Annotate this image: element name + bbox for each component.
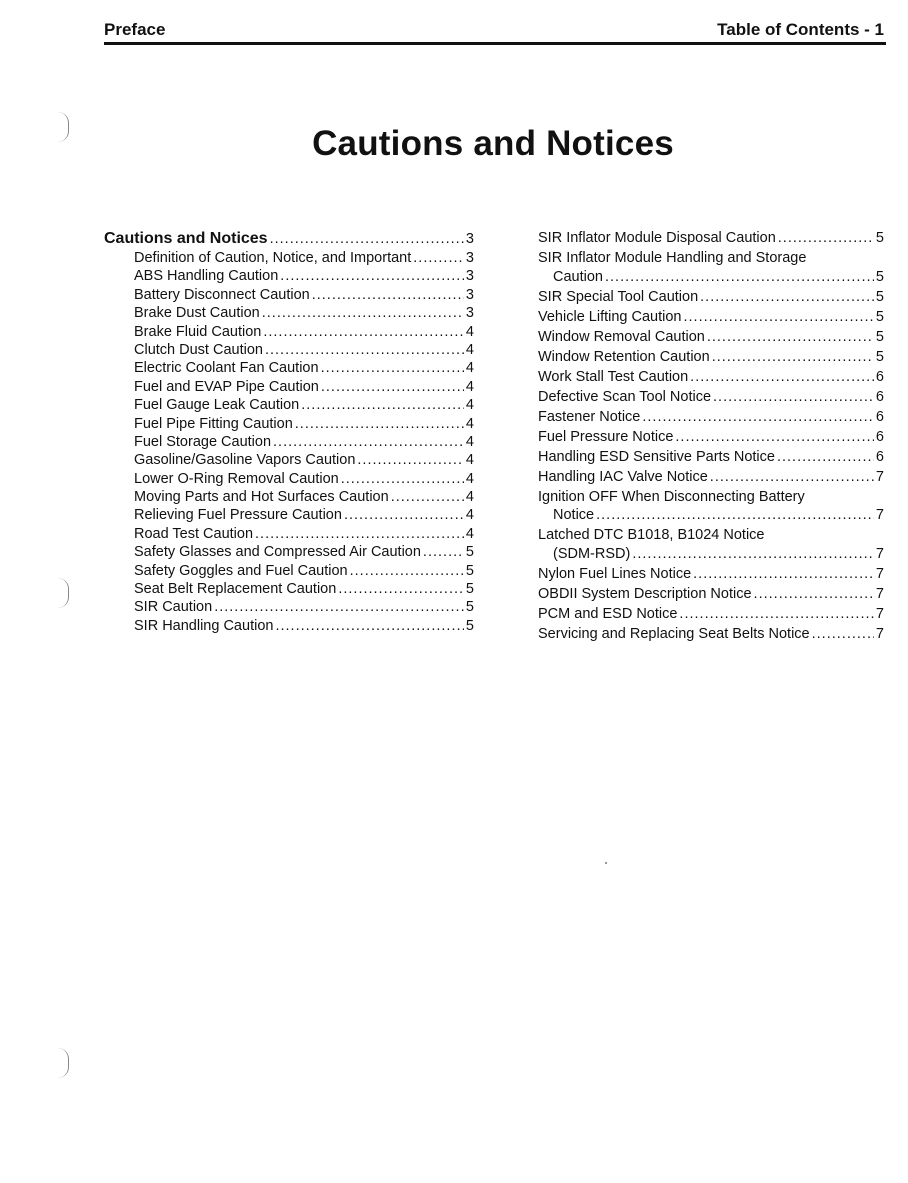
toc-page-number: 7 <box>875 585 884 602</box>
dot-leader <box>712 348 874 367</box>
toc-entry[interactable] <box>104 506 474 524</box>
toc-entry[interactable] <box>538 229 884 248</box>
toc-entry-title: SIR Inflator Module Disposal Caution <box>538 230 776 246</box>
toc-page-number: 5 <box>465 562 474 579</box>
toc-right-column <box>538 229 884 645</box>
dot-leader <box>710 468 874 487</box>
toc-entry-title: SIR Special Tool Caution <box>538 288 699 305</box>
toc-entry-title: SIR Inflator Module Handling and Storage <box>538 250 807 266</box>
dot-leader <box>265 341 464 359</box>
binder-hole-mark <box>58 578 69 608</box>
toc-entry-title: Road Test Caution <box>134 525 254 542</box>
toc-page-number: 7 <box>875 605 884 622</box>
toc-page-number: 6 <box>875 368 884 385</box>
toc-entry[interactable] <box>538 468 884 487</box>
toc-page-number: 5 <box>875 348 884 365</box>
dot-leader <box>341 470 464 488</box>
dot-leader <box>350 562 464 580</box>
dot-leader <box>295 415 464 433</box>
toc-entry[interactable] <box>104 433 474 451</box>
toc-section-entry[interactable] <box>104 229 474 249</box>
toc-entry-title: Fuel Pressure Notice <box>538 428 674 445</box>
dot-leader <box>344 506 464 524</box>
toc-page-number: 6 <box>875 388 884 405</box>
toc-page-number: 4 <box>465 470 474 487</box>
toc-entry-title-continued: (SDM-RSD) <box>553 545 631 562</box>
toc-page-number: 5 <box>465 599 474 616</box>
toc-page-number: 4 <box>465 397 474 414</box>
toc-entry-title: Cautions and Notices <box>104 230 268 247</box>
toc-page-number: 7 <box>875 625 884 642</box>
dot-leader <box>713 388 874 407</box>
toc-page-number: 4 <box>465 433 474 450</box>
dot-leader <box>679 605 874 624</box>
toc-entry-title: Vehicle Lifting Caution <box>538 308 682 325</box>
toc-page-number: 5 <box>465 617 474 634</box>
toc-entry[interactable] <box>104 525 474 543</box>
dot-leader <box>754 585 874 604</box>
dot-leader <box>391 488 464 506</box>
toc-entry[interactable] <box>104 249 474 267</box>
toc-entry[interactable] <box>538 625 884 644</box>
toc-entry[interactable] <box>538 368 884 387</box>
toc-page-number: 5 <box>465 581 474 598</box>
toc-entry-title: SIR Caution <box>134 599 213 616</box>
scan-speck <box>605 862 607 864</box>
header-page-label: Table of Contents - 1 <box>717 20 884 39</box>
toc-entry-title: Safety Goggles and Fuel Caution <box>134 562 348 579</box>
toc-entry-title: Latched DTC B1018, B1024 Notice <box>538 527 765 543</box>
dot-leader <box>413 249 464 267</box>
dot-leader <box>301 396 464 414</box>
toc-entry[interactable] <box>104 415 474 433</box>
toc-entry[interactable] <box>104 617 474 635</box>
toc-entry-title: Brake Fluid Caution <box>134 323 262 340</box>
toc-page-number: 4 <box>465 452 474 469</box>
dot-leader <box>357 451 464 469</box>
dot-leader <box>693 565 874 584</box>
toc-entry-title: OBDII System Description Notice <box>538 585 752 602</box>
toc-entry[interactable] <box>538 565 884 584</box>
dot-leader <box>632 545 874 564</box>
toc-entry-title-continued: Caution <box>553 268 603 285</box>
toc-entry-title: Ignition OFF When Disconnecting Battery <box>538 488 805 505</box>
toc-page-number: 5 <box>875 268 884 285</box>
toc-entry[interactable] <box>538 308 884 327</box>
dot-leader <box>263 323 464 341</box>
toc-entry[interactable] <box>104 580 474 598</box>
toc-entry[interactable] <box>538 348 884 367</box>
toc-entry-title: Nylon Fuel Lines Notice <box>538 565 692 582</box>
toc-page-number: 5 <box>875 288 884 305</box>
toc-page-number: 7 <box>875 507 884 523</box>
toc-entry[interactable] <box>538 488 884 525</box>
toc-page-number: 7 <box>875 545 884 562</box>
toc-entry-title: Servicing and Replacing Seat Belts Notice <box>538 625 810 642</box>
toc-entry[interactable] <box>538 526 884 563</box>
toc-entry[interactable] <box>104 286 474 304</box>
toc-entry-title: Handling IAC Valve Notice <box>538 468 708 485</box>
toc-entry[interactable] <box>104 341 474 359</box>
toc-entry-title: Moving Parts and Hot Surfaces Caution <box>134 489 389 506</box>
dot-leader <box>321 378 464 396</box>
toc-page-number: 4 <box>465 323 474 340</box>
toc-entry-title: Gasoline/Gasoline Vapors Caution <box>134 452 356 469</box>
dot-leader <box>690 368 874 387</box>
toc-page-number: 5 <box>465 544 474 561</box>
toc-entry[interactable] <box>104 543 474 561</box>
toc-entry[interactable] <box>538 448 884 467</box>
toc-entry[interactable] <box>104 488 474 506</box>
dot-leader <box>214 598 464 616</box>
toc-entry-title: Safety Glasses and Compressed Air Caution <box>134 544 421 561</box>
toc-entry[interactable] <box>104 598 474 616</box>
toc-entry-title: Fuel and EVAP Pipe Caution <box>134 378 319 395</box>
dot-leader <box>684 308 874 327</box>
dot-leader <box>280 267 464 285</box>
toc-page-number: 6 <box>875 448 884 465</box>
toc-entry[interactable] <box>538 428 884 447</box>
page-title: Cautions and Notices <box>312 124 674 163</box>
toc-page-number: 4 <box>465 507 474 524</box>
toc-entry-title: Fuel Pipe Fitting Caution <box>134 415 293 432</box>
dot-leader <box>423 543 464 561</box>
toc-page-number: 6 <box>875 408 884 425</box>
toc-entry-title: Clutch Dust Caution <box>134 341 263 358</box>
dot-leader <box>675 428 874 447</box>
toc-page-number: 3 <box>465 305 474 322</box>
toc-entry[interactable] <box>104 470 474 488</box>
toc-entry-title: Work Stall Test Caution <box>538 368 689 385</box>
toc-entry-title: Battery Disconnect Caution <box>134 286 310 303</box>
dot-leader <box>338 580 464 598</box>
toc-page-number: 4 <box>465 525 474 542</box>
toc-entry-title: Defective Scan Tool Notice <box>538 388 712 405</box>
dot-leader <box>321 359 464 377</box>
toc-entry[interactable] <box>104 267 474 285</box>
toc-page-number: 4 <box>465 415 474 432</box>
toc-entry[interactable] <box>104 378 474 396</box>
toc-entry-title: Fastener Notice <box>538 408 641 425</box>
dot-leader <box>642 408 874 427</box>
toc-entry[interactable] <box>538 585 884 604</box>
toc-page-number: 3 <box>465 231 474 247</box>
toc-entry[interactable] <box>104 323 474 341</box>
dot-leader <box>707 328 874 347</box>
toc-entry-title: ABS Handling Caution <box>134 268 279 285</box>
toc-left-column <box>104 229 474 635</box>
dot-leader <box>275 617 463 635</box>
toc-entry-title: Lower O-Ring Removal Caution <box>134 470 339 487</box>
toc-entry-title: Window Retention Caution <box>538 348 710 365</box>
toc-entry[interactable] <box>538 328 884 347</box>
page-header <box>104 18 886 45</box>
toc-page-number: 7 <box>875 565 884 582</box>
toc-entry[interactable] <box>104 304 474 322</box>
toc-entry-title: Fuel Storage Caution <box>134 433 272 450</box>
toc-entry[interactable] <box>538 408 884 427</box>
toc-entry[interactable] <box>104 359 474 377</box>
toc-entry-title: PCM and ESD Notice <box>538 605 678 622</box>
toc-entry[interactable] <box>538 249 884 286</box>
toc-page-number: 3 <box>465 268 474 285</box>
toc-entry[interactable] <box>104 396 474 414</box>
toc-page-number: 6 <box>875 428 884 445</box>
toc-entry[interactable] <box>538 288 884 307</box>
toc-entry-title: Definition of Caution, Notice, and Important <box>134 250 412 266</box>
dot-leader <box>262 304 464 322</box>
header-section: Preface <box>104 20 166 39</box>
toc-page-number: 4 <box>465 341 474 358</box>
toc-page-number: 4 <box>465 378 474 395</box>
toc-entry-title-continued: Notice <box>553 507 595 523</box>
toc-entry-title: Electric Coolant Fan Caution <box>134 360 319 377</box>
dot-leader <box>777 448 874 467</box>
toc-entry-title: Brake Dust Caution <box>134 305 260 322</box>
dot-leader <box>312 286 464 304</box>
dot-leader <box>596 506 874 525</box>
dot-leader <box>605 268 874 287</box>
dot-leader <box>812 625 874 644</box>
dot-leader <box>255 525 464 543</box>
dot-leader <box>700 288 874 307</box>
toc-page-number: 3 <box>465 250 474 266</box>
toc-entry-title: Seat Belt Replacement Caution <box>134 581 337 598</box>
dot-leader <box>270 229 464 249</box>
dot-leader <box>273 433 464 451</box>
toc-entry[interactable] <box>104 562 474 580</box>
toc-page-number: 4 <box>465 360 474 377</box>
toc-entry-title: Relieving Fuel Pressure Caution <box>134 507 342 524</box>
toc-entry[interactable] <box>104 451 474 469</box>
toc-entry[interactable] <box>538 388 884 407</box>
toc-entry-title: Handling ESD Sensitive Parts Notice <box>538 448 775 465</box>
toc-page-number: 7 <box>875 468 884 485</box>
dot-leader <box>778 229 874 248</box>
toc-entry-title: Window Removal Caution <box>538 328 705 345</box>
toc-page-number: 5 <box>875 328 884 345</box>
toc-entry[interactable] <box>538 605 884 624</box>
binder-hole-mark <box>58 1048 69 1078</box>
toc-page-number: 5 <box>875 230 884 246</box>
toc-page-number: 3 <box>465 286 474 303</box>
toc-page-number: 4 <box>465 489 474 506</box>
toc-entry-title: SIR Handling Caution <box>134 617 274 634</box>
toc-entry-title: Fuel Gauge Leak Caution <box>134 397 300 414</box>
toc-page-number: 5 <box>875 308 884 325</box>
